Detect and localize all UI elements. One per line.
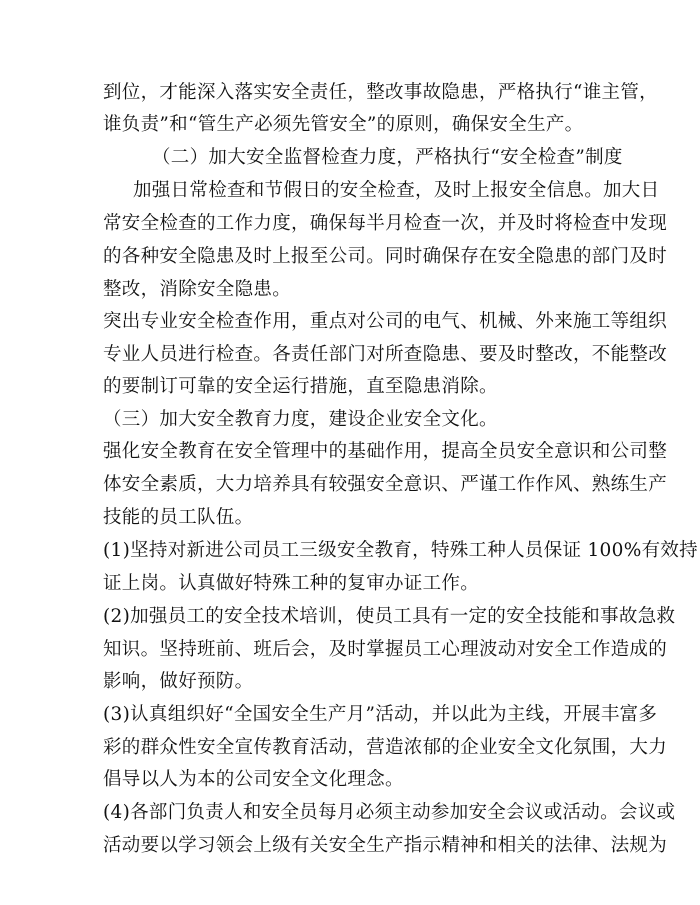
text-line: 常安全检查的工作力度，确保每半月检查一次，并及时将检查中发现: [103, 213, 668, 234]
list-item-1: (1)坚持对新进公司员工三级安全教育，特殊工种人员保证 100%有效持: [103, 540, 698, 561]
text-line: 专业人员进行检查。各责任部门对所查隐患、要及时整改，不能整改: [103, 344, 668, 365]
text-line: 到位，才能深入落实安全责任，整改事故隐患，严格执行“谁主管，: [103, 82, 658, 103]
section-heading-2: （二）加大安全监督检查力度，严格执行“安全检查”制度: [152, 147, 623, 168]
text-line: 突出专业安全检查作用，重点对公司的电气、机械、外来施工等组织: [103, 311, 668, 332]
text-line: 的各种安全隐患及时上报至公司。同时确保存在安全隐患的部门及时: [103, 246, 668, 267]
text-line: 倡导以人为本的公司安全文化理念。: [103, 769, 404, 790]
list-item-4: (4)各部门负责人和安全员每月必须主动参加安全会议或活动。会议或: [103, 802, 676, 823]
text-line: 活动要以学习领会上级有关安全生产指示精神和相关的法律、法规为: [103, 835, 668, 856]
list-item-3: (3)认真组织好“全国安全生产月”活动，并以此为主线，开展丰富多: [103, 704, 658, 725]
list-item-2: (2)加强员工的安全技术培训，使员工具有一定的安全技能和事故急救: [103, 606, 676, 627]
text-line: 彩的群众性安全宣传教育活动，营造浓郁的企业安全文化氛围，大力: [103, 737, 668, 758]
text-line: 技能的员工队伍。: [103, 507, 254, 528]
section-heading-3: （三）加大安全教育力度，建设企业安全文化。: [103, 409, 498, 430]
text-line: 影响，做好预防。: [103, 671, 254, 692]
text-line: 谁负责”和“管生产必须先管安全”的原则，确保安全生产。: [103, 114, 584, 135]
text-line: 整改，消除安全隐患。: [103, 279, 292, 300]
text-line: 证上岗。认真做好特殊工种的复审办证工作。: [103, 573, 480, 594]
text-line: 的要制订可靠的安全运行措施，直至隐患消除。: [103, 376, 498, 397]
text-line: 知识。坚持班前、班后会，及时掌握员工心理波动对安全工作造成的: [103, 639, 668, 660]
text-line: 强化安全教育在安全管理中的基础作用，提高全员安全意识和公司整: [103, 441, 668, 462]
text-line: 加强日常检查和节假日的安全检查，及时上报安全信息。加大日: [133, 180, 660, 201]
text-line: 体安全素质，大力培养具有较强安全意识、严谨工作作风、熟练生产: [103, 474, 668, 495]
